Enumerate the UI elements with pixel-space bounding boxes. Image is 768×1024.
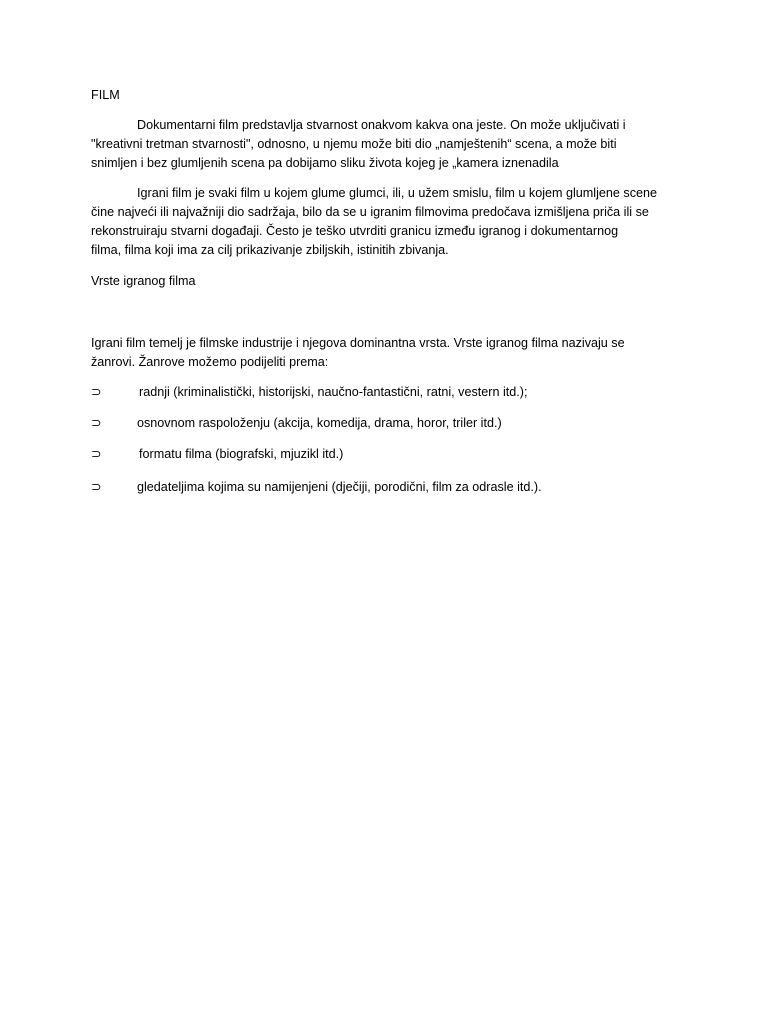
document-title: FILM bbox=[91, 88, 120, 102]
subheading: Vrste igranog filma bbox=[91, 274, 196, 288]
list-item-mood: osnovnom raspoloženju (akcija, komedija, drama, horor, triler itd.) bbox=[137, 416, 502, 430]
paragraph-genres-line-1: Igrani film temelj je filmske industrije i njegova dominantna vrsta. Vrste igranog filma nazivaju se bbox=[91, 336, 625, 350]
list-item-format: formatu filma (biografski, mjuzikl itd.) bbox=[139, 447, 344, 461]
paragraph-documentary-line-2: "kreativni tretman stvarnosti", odnosno, u njemu može biti dio „namještenih“ scena, a može biti bbox=[91, 137, 617, 151]
bullet-icon: ⊃ bbox=[91, 385, 102, 399]
bullet-icon: ⊃ bbox=[91, 447, 102, 461]
paragraph-feature-line-1: Igrani film je svaki film u kojem glume glumci, ili, u užem smislu, film u kojem glumljene scene bbox=[137, 186, 658, 200]
paragraph-feature-line-2: čine najveći ili najvažniji dio sadržaja, bilo da se u igranim filmovima predočava izmišljena priča ili se bbox=[91, 205, 649, 219]
paragraph-documentary-line-1: Dokumentarni film predstavlja stvarnost onakvom kakva ona jeste. On može uključivati i bbox=[137, 118, 626, 132]
paragraph-genres-line-2: žanrovi. Žanrove možemo podijeliti prema: bbox=[91, 355, 329, 369]
list-item-plot: radnji (kriminalistički, historijski, naučno-fantastični, ratni, vestern itd.); bbox=[139, 385, 528, 399]
paragraph-feature-line-3: rekonstruiraju stvarni događaji. Često je teško utvrditi granicu između igranog i dokumentarnog bbox=[91, 224, 619, 238]
paragraph-feature-line-4: filma, filma koji ima za cilj prikazivanje zbiljskih, istinitih zbivanja. bbox=[91, 243, 449, 257]
paragraph-documentary-line-3: snimljen i bez glumljenih scena pa dobijamo sliku života kojeg je „kamera iznenadila bbox=[91, 156, 559, 170]
bullet-icon: ⊃ bbox=[91, 480, 102, 494]
list-item-audience: gledateljima kojima su namijenjeni (dječiji, porodični, film za odrasle itd.). bbox=[137, 480, 542, 494]
bullet-icon: ⊃ bbox=[91, 416, 102, 430]
